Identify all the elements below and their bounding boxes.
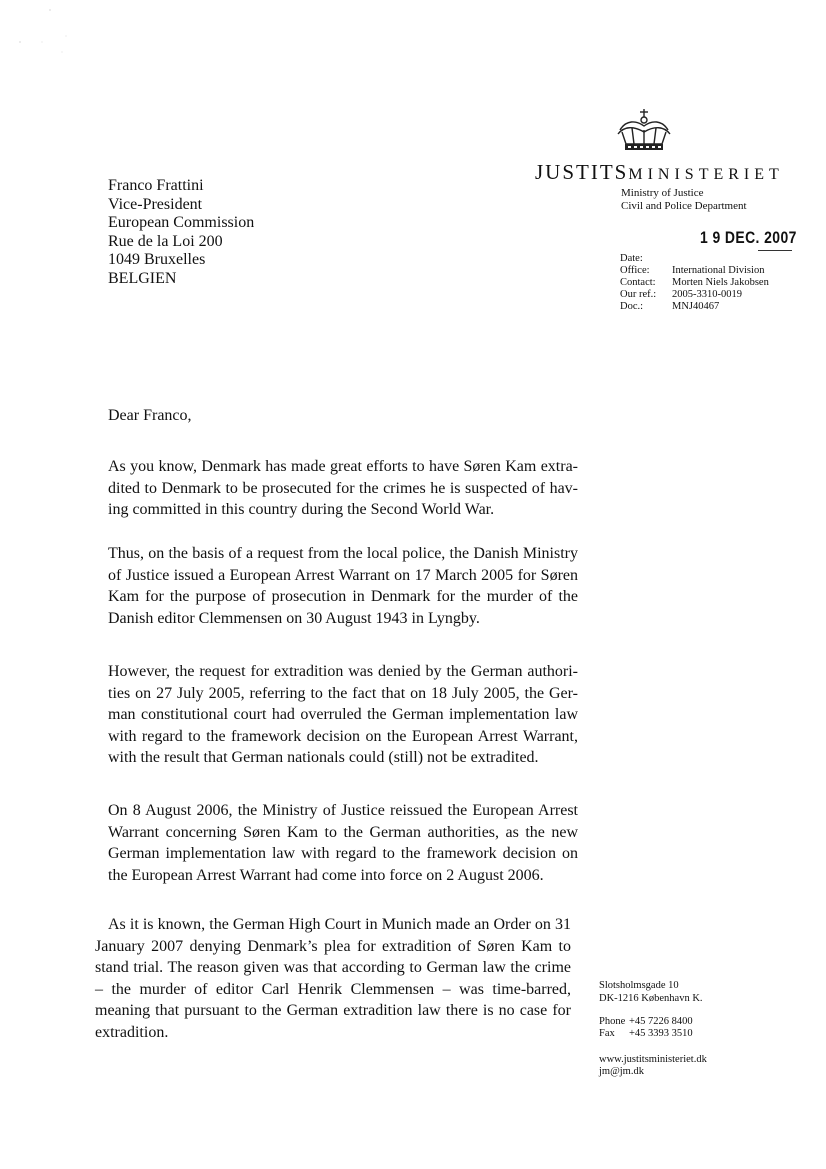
footer-contact [599, 1016, 693, 1040]
meta-row-date: Date: [620, 253, 643, 264]
department-block [621, 187, 747, 213]
date-stamp: 1 9 DEC. 2007 [700, 228, 797, 247]
reference-block [620, 253, 769, 313]
recipient-line: Franco Frattini [108, 177, 204, 194]
recipient-line: European Commission [108, 214, 255, 231]
body-paragraph: On 8 August 2006, the Ministry of Justice reissued the European Arrest Warrant concerning Søren Kam to the German authorities, as the new German implementation law with regard to the framework decision on the European Arrest Warrant had come into force on 2 August 2006. [108, 802, 578, 884]
royal-crown-icon [612, 108, 676, 154]
website: www.justitsministeriet.dk [599, 1054, 707, 1065]
meta-row-doc: Doc.: MNJ40467 [620, 301, 720, 312]
address-line: Slotsholmsgade 10 [599, 980, 679, 991]
department-en: Ministry of Justice [621, 187, 704, 199]
body-paragraph: However, the request for extradition was denied by the German authori-ties on 27 July 2005, referring to the fact that on 18 July 2005, the Ger-man constitutional court had overruled the German implementation law with regard to the framework decision on the European Arrest Warrant, with the result that German nationals could (still) not be extradited. [108, 663, 578, 766]
salutation: Dear Franco, [108, 407, 192, 424]
ministry-name-part2: MINISTERIET [628, 166, 784, 183]
body-paragraph: As you know, Denmark has made great efforts to have Søren Kam extra-dited to Denmark to be prosecuted for the crimes he is suspected of hav-ing committed in this country during the Second World War. [108, 458, 578, 518]
email: jm@jm.dk [599, 1066, 644, 1077]
fax-number: +45 3393 3510 [629, 1028, 693, 1039]
address-line: DK-1216 København K. [599, 992, 703, 1004]
phone-number: +45 7226 8400 [629, 1016, 693, 1027]
department-sub: Civil and Police Department [621, 200, 747, 212]
meta-row-ref: Our ref.: 2005-3310-0019 [620, 289, 742, 300]
scan-specks [18, 8, 78, 58]
meta-row-contact: Contact: Morten Niels Jakobsen [620, 277, 769, 288]
ministry-name [535, 160, 784, 185]
meta-row-office: Office: International Division [620, 265, 765, 276]
recipient-line: Rue de la Loi 200 [108, 232, 223, 250]
footer-web [599, 1054, 707, 1078]
body-paragraph: Thus, on the basis of a request from the local police, the Danish Ministry of Justice issued a European Arrest Warrant on 17 March 2005 for Søren Kam for the purpose of prosecution in Denmark for the murder of the Danish editor Clemmensen on 30 August 1943 in Lyngby. [108, 545, 578, 627]
recipient-address [108, 177, 254, 288]
recipient-line: BELGIEN [108, 269, 177, 287]
stamp-underline [758, 250, 792, 251]
ministry-name-part1: JUSTITS [535, 160, 629, 184]
fax-row: Fax +45 3393 3510 [599, 1028, 693, 1039]
recipient-line: 1049 Bruxelles [108, 251, 206, 268]
recipient-line: Vice-President [108, 195, 203, 213]
phone-row: Phone +45 7226 8400 [599, 1016, 693, 1027]
footer-address [599, 980, 703, 1005]
body-paragraph: As it is known, the German High Court in Munich made an Order on 31 January 2007 denying Denmark’s plea for extradition of Søren Kam to stand trial. The reason given was that according to German law the crime – the murder of editor Carl Henrik Clemmensen – was time-barred, meaning that pursuant to the German extradition law there is no case for extradition. [95, 916, 571, 1041]
